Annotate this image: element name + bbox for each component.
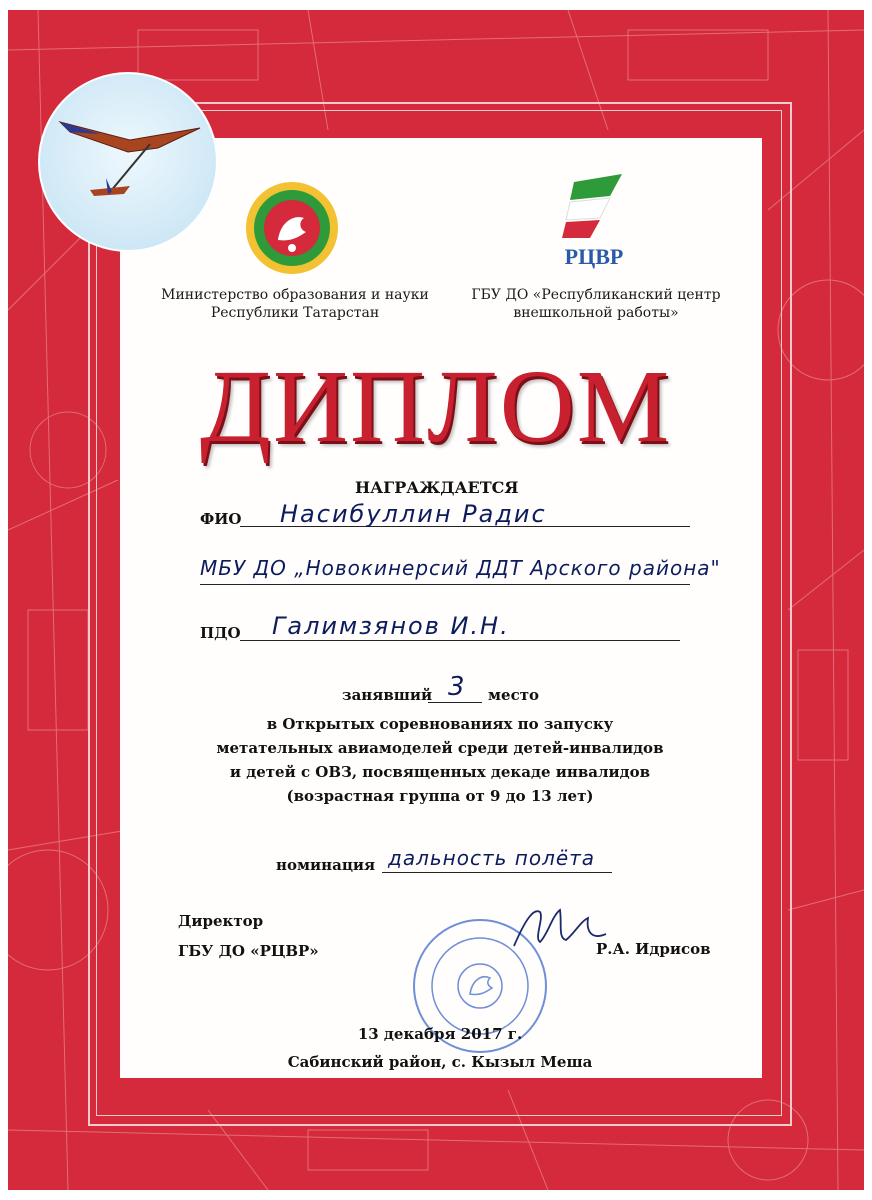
nomination-label: номинация <box>276 856 376 874</box>
competition-line-2: метательных авиамоделей среди детей-инвалидов <box>216 739 664 757</box>
rcvr-logo <box>546 172 642 270</box>
awarded-label: НАГРАЖДАЕТСЯ <box>355 478 519 497</box>
rcvr-logo-text: РЦВР <box>564 244 624 269</box>
competition-line-3: и детей с ОВЗ, посвященных декаде инвалидов <box>229 763 651 781</box>
center-name <box>456 286 736 322</box>
institution-value: МБУ ДО „Новокинерсий ДДТ Арского района" <box>200 556 721 580</box>
pdo-value: Галимзянов И.Н. <box>272 612 510 640</box>
pdo-label: ПДО <box>200 624 241 642</box>
ministry-line-2: Республики Татарстан <box>210 305 380 321</box>
director-title: Директор <box>178 912 264 930</box>
nomination-value: дальность полёта <box>388 846 596 870</box>
director-signature <box>510 898 610 958</box>
ministry-name <box>150 286 440 322</box>
location: Сабинский район, с. Кызыл Меша <box>287 1053 593 1071</box>
place-value: 3 <box>448 672 465 702</box>
director-org: ГБУ ДО «РЦВР» <box>178 942 319 960</box>
place-underline <box>428 702 482 703</box>
center-line-1: ГБУ ДО «Республиканский центр <box>471 287 721 303</box>
competition-text <box>200 712 680 808</box>
glider-image <box>38 72 218 252</box>
fio-value: Насибуллин Радис <box>280 500 547 528</box>
pdo-underline <box>240 640 680 641</box>
diploma-title: ДИПЛОМ <box>200 349 672 464</box>
fio-label: ФИО <box>200 510 242 528</box>
director-name: Р.А. Идрисов <box>596 940 711 958</box>
place-suffix: место <box>488 686 540 704</box>
place-prefix: занявший <box>342 686 433 704</box>
competition-line-1: в Открытых соревнованиях по запуску <box>266 715 614 733</box>
institution-underline <box>200 584 690 585</box>
glider-icon <box>40 74 216 250</box>
nomination-underline <box>382 872 612 873</box>
center-line-2: внешкольной работы» <box>513 305 679 321</box>
tatarstan-emblem <box>244 180 340 276</box>
ministry-line-1: Министерство образования и науки <box>161 287 429 303</box>
competition-line-4: (возрастная группа от 9 до 13 лет) <box>286 787 594 805</box>
date: 13 декабря 2017 г. <box>357 1025 523 1043</box>
